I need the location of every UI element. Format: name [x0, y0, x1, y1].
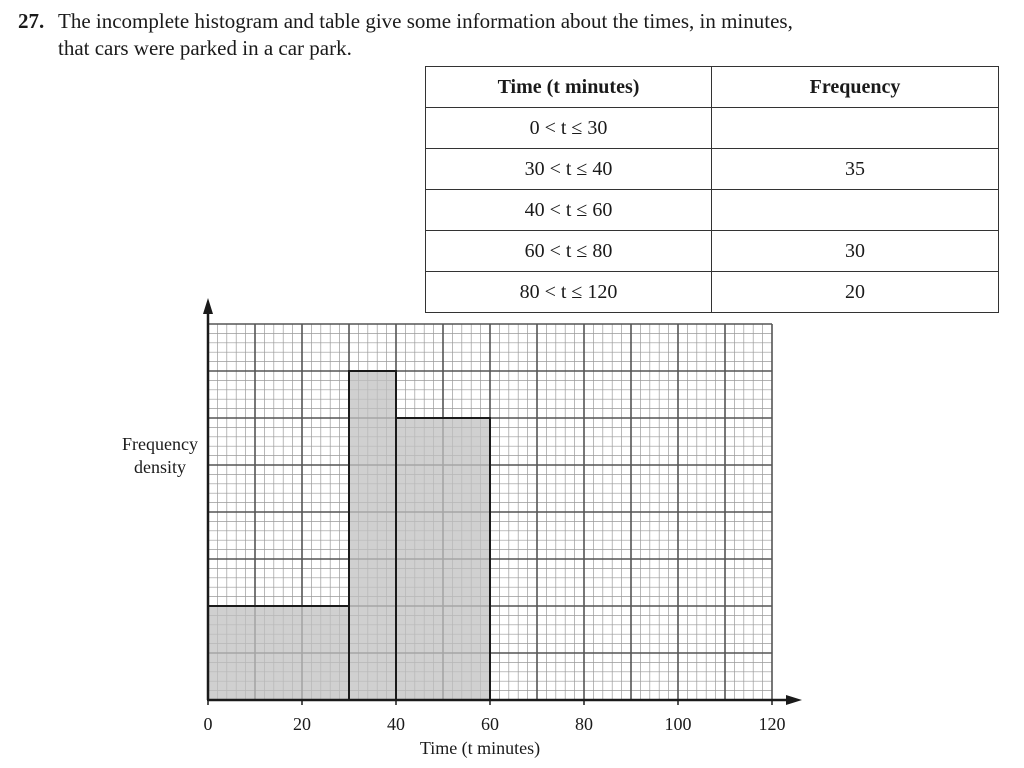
histogram-bars [208, 371, 490, 700]
x-tick-label: 100 [664, 714, 692, 734]
y-axis-label-line1: Frequency [122, 434, 198, 454]
interval-cell: 40 < t ≤ 60 [426, 190, 712, 231]
question-line-1: The incomplete histogram and table give some information about the times, in minutes, [58, 9, 793, 33]
x-axis-label: Time (t minutes) [419, 738, 541, 758]
y-axis-label-line2: density [134, 457, 186, 477]
histogram-bar [208, 606, 349, 700]
histogram-bar [396, 418, 490, 700]
y-axis-label [112, 433, 208, 479]
interval-cell: 30 < t ≤ 40 [426, 149, 712, 190]
x-tick-label: 80 [575, 714, 593, 734]
interval-cell: 60 < t ≤ 80 [426, 231, 712, 272]
question-number: 27. [18, 9, 45, 33]
x-tick-label: 0 [203, 714, 213, 734]
histogram-bar [349, 371, 396, 700]
header-frequency: Frequency [712, 67, 999, 108]
x-tick-label: 60 [481, 714, 499, 734]
frequency-cell: 35 [712, 149, 999, 190]
question-line-2: that cars were parked in a car park. [58, 36, 352, 60]
x-tick-label: 40 [387, 714, 405, 734]
x-axis-arrow-icon [786, 695, 802, 705]
header-time: Time (t minutes) [426, 67, 712, 108]
interval-cell: 0 < t ≤ 30 [426, 108, 712, 149]
frequency-cell: 20 [712, 272, 999, 313]
interval-cell: 80 < t ≤ 120 [426, 272, 712, 313]
y-axis-arrow-icon [203, 298, 213, 314]
x-tick-label: 120 [758, 714, 786, 734]
frequency-cell: 30 [712, 231, 999, 272]
x-tick-label: 20 [293, 714, 311, 734]
